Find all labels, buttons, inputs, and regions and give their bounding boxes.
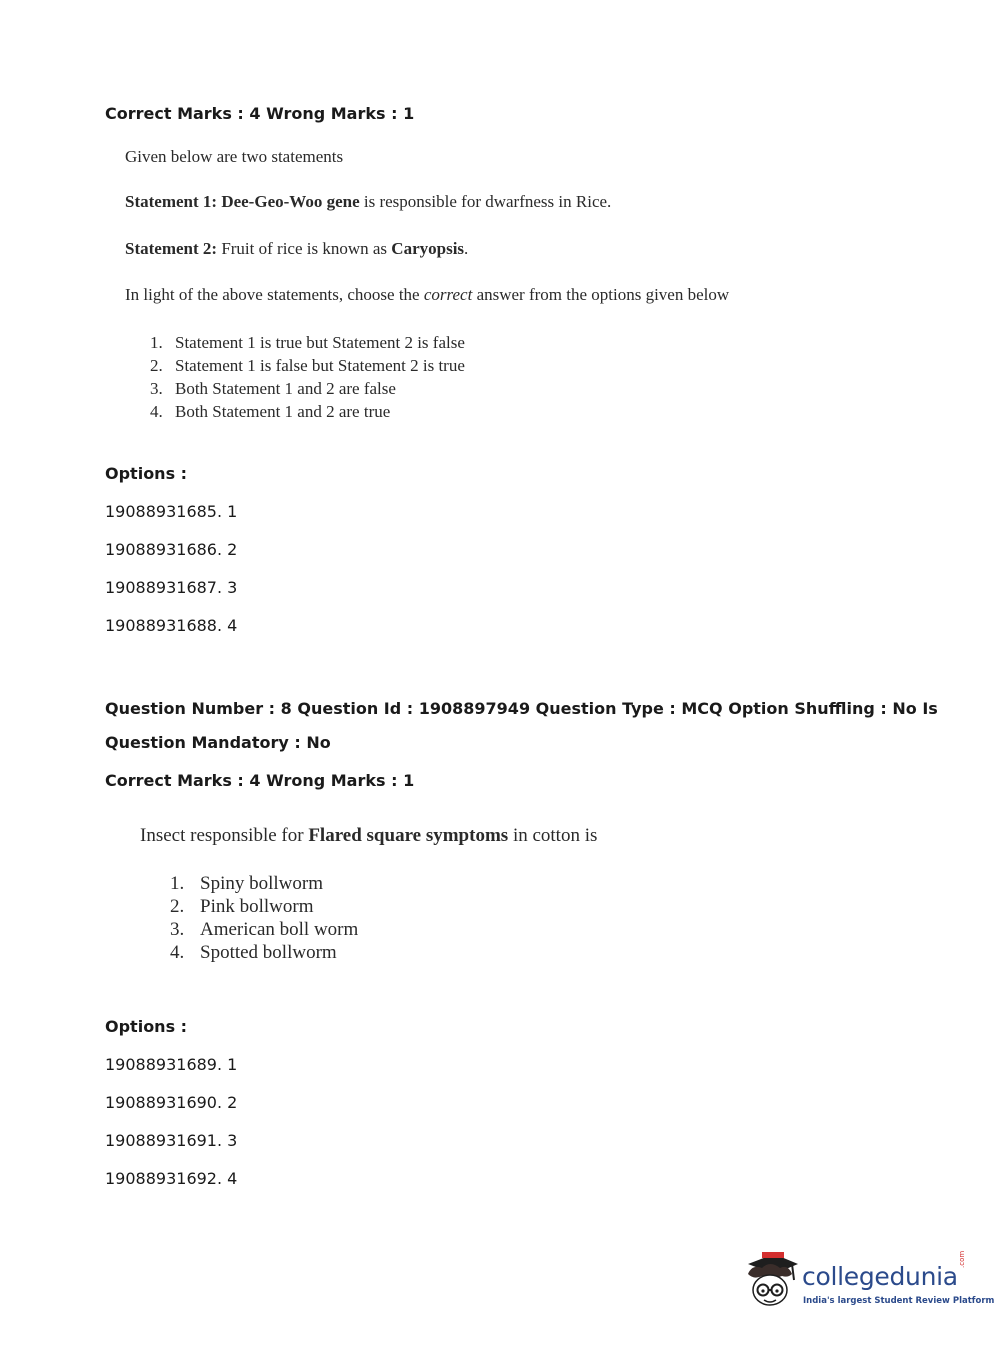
question-post: in cotton is [508,825,598,846]
choice-number: 1. [150,333,163,352]
question-emph: Flared square symptoms [308,825,509,846]
statement-1 [125,192,611,212]
choice-list-1 [150,331,465,423]
question-pre: Insect responsible for [140,825,309,846]
choice-number: 3. [170,919,185,940]
choice-item [150,400,465,423]
option-id-line: 19088931686. 2 [105,540,238,559]
logo-suffix: .com [958,1250,966,1268]
instruction-post: answer from the options given below [472,285,730,304]
choice-item [170,872,358,895]
choice-item [170,941,358,964]
statement-1-term: Dee-Geo-Woo gene [221,192,360,211]
mascot-icon [742,1248,800,1310]
option-id-line: 19088931689. 1 [105,1055,238,1074]
correct-marks-line: Correct Marks : 4 Wrong Marks : 1 [105,104,415,123]
option-id-line: 19088931691. 3 [105,1131,238,1150]
choice-text: Pink bollworm [200,896,314,917]
option-id-line: 19088931685. 1 [105,502,238,521]
option-id-line: 19088931687. 3 [105,578,238,597]
statement-2-end: . [464,239,469,258]
statement-2-text: Fruit of rice is known as [217,239,392,258]
choice-text: Statement 1 is false but Statement 2 is true [175,356,465,375]
statement-2-label: Statement 2: [125,239,218,258]
choice-item [150,377,465,400]
choice-text: Both Statement 1 and 2 are false [175,379,396,398]
statement-1-text: is responsible for dwarfness in Rice. [359,192,612,211]
choice-text: Spotted bollworm [200,942,337,963]
choice-number: 4. [170,942,185,963]
choice-number: 4. [150,402,163,421]
question-mandatory: Question Mandatory : No [105,733,331,752]
statement-1-label: Statement 1: [125,192,218,211]
instruction-emph: correct [423,285,473,304]
choice-item [170,918,358,941]
correct-marks-line: Correct Marks : 4 Wrong Marks : 1 [105,771,415,790]
choice-text: Statement 1 is true but Statement 2 is false [175,333,465,352]
question-text [140,825,597,847]
statement-2-term: Caryopsis [391,239,465,258]
choice-list-2 [170,872,358,964]
option-id-line: 19088931690. 2 [105,1093,238,1112]
choice-number: 1. [170,873,185,894]
option-id-line: 19088931692. 4 [105,1169,238,1188]
statement-2 [125,239,468,259]
instruction-pre: In light of the above statements, choose the [125,285,424,304]
question-header: Question Number : 8 Question Id : 1908897949 Question Type : MCQ Option Shuffling : No Is [105,699,938,718]
choice-number: 2. [170,896,185,917]
choice-number: 3. [150,379,163,398]
question-intro: Given below are two statements [125,147,344,166]
choice-text: Both Statement 1 and 2 are true [175,402,391,421]
logo-wordmark: collegedunia [802,1262,958,1291]
choice-item [150,331,465,354]
logo-tagline: India's largest Student Review Platform [803,1296,995,1306]
option-id-line: 19088931688. 4 [105,616,238,635]
choice-number: 2. [150,356,163,375]
choice-item [170,895,358,918]
collegedunia-logo [742,1248,995,1318]
choice-text: American boll worm [200,919,359,940]
choice-item [150,354,465,377]
choice-text: Spiny bollworm [200,873,323,894]
question-instruction [125,285,729,305]
options-label: Options : [105,1017,188,1036]
options-label: Options : [105,464,188,483]
